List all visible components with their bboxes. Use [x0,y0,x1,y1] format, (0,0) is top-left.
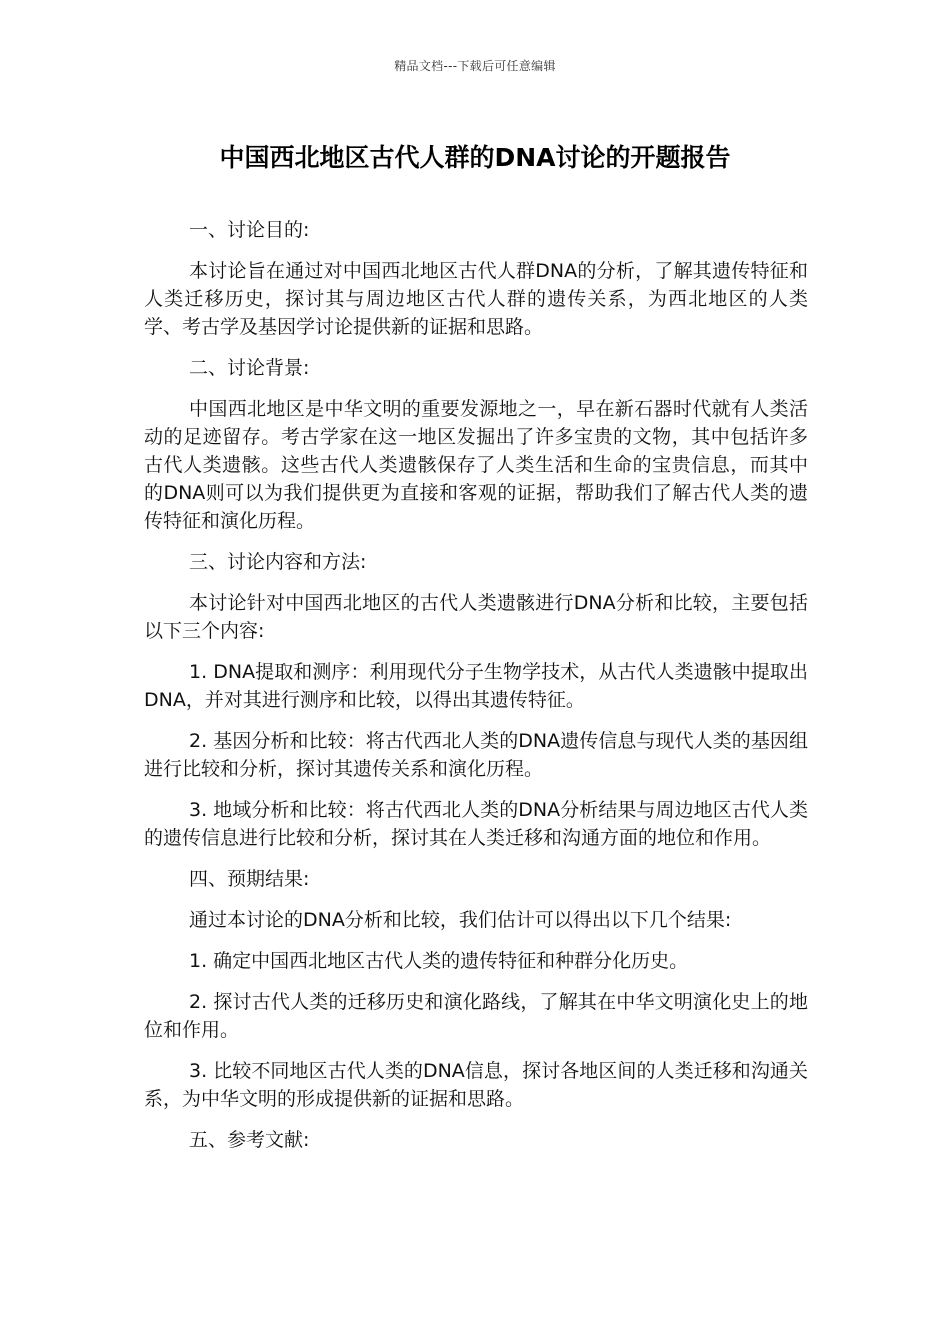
section-heading-results: 四、预期结果: [189,868,310,890]
list-item-results-1: 1. 确定中国西北地区古代人类的遗传特征和种群分化历史。 [189,950,689,972]
section-heading-background: 二、讨论背景: [189,357,310,379]
header-note: 精品文档---下载后可任意编辑 [394,59,556,73]
section-heading-references: 五、参考文献: [189,1129,310,1151]
list-item-results-2: 2. 探讨古代人类的迁移历史和演化路线，了解其在中华文明演化史上的地位和作用。 [144,991,808,1041]
section-heading-methods: 三、讨论内容和方法: [189,551,367,573]
list-item-methods-2: 2. 基因分析和比较：将古代西北人类的DNA遗传信息与现代人类的基因组进行比较和分析，探讨其遗传关系和演化历程。 [144,730,808,780]
document-title: 中国西北地区古代人群的DNA讨论的开题报告 [219,143,731,172]
list-item-results-3: 3. 比较不同地区古代人类的DNA信息，探讨各地区间的人类迁移和沟通关系，为中华文明的形成提供新的证据和思路。 [144,1060,808,1110]
list-item-methods-1: 1. DNA提取和测序：利用现代分子生物学技术，从古代人类遗骸中提取出DNA，并对其进行测序和比较，以得出其遗传特征。 [144,661,808,711]
document-body [144,216,808,1167]
paragraph-results-intro: 通过本讨论的DNA分析和比较，我们估计可以得出以下几个结果: [189,909,732,931]
list-item-methods-3: 3. 地域分析和比较：将古代西北人类的DNA分析结果与周边地区古代人类的遗传信息进行比较和分析，探讨其在人类迁移和沟通方面的地位和作用。 [144,799,808,849]
section-heading-purpose: 一、讨论目的: [189,219,310,241]
paragraph-background: 中国西北地区是中华文明的重要发源地之一，早在新石器时代就有人类活动的足迹留存。考古学家在这一地区发掘出了许多宝贵的文物，其中包括许多古代人类遗骸。这些古代人类遗骸保存了人类生活和生命的宝贵信息，而其中的DNA则可以为我们提供更为直接和客观的证据，帮助我们了解古代人类的遗传特征和演化历程。 [144,398,808,532]
paragraph-purpose: 本讨论旨在通过对中国西北地区古代人群DNA的分析，了解其遗传特征和人类迁移历史，探讨其与周边地区古代人群的遗传关系，为西北地区的人类学、考古学及基因学讨论提供新的证据和思路。 [144,260,808,338]
paragraph-methods-intro: 本讨论针对中国西北地区的古代人类遗骸进行DNA分析和比较，主要包括以下三个内容: [144,592,808,642]
